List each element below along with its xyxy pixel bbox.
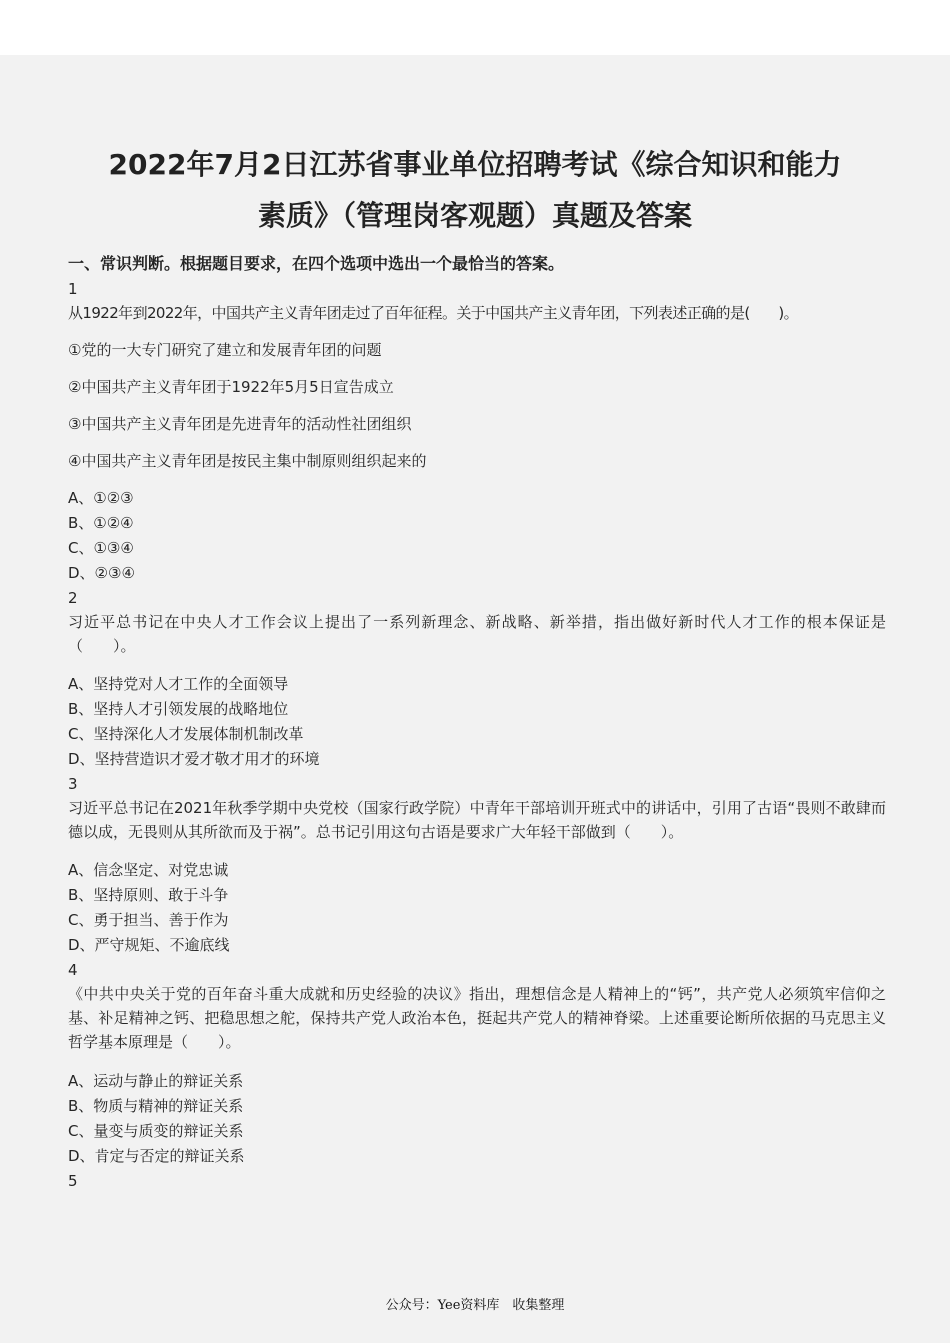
page-footer: 公众号：Yee资料库 收集整理 — [385, 1298, 565, 1313]
answer-option: A、信念坚定、对党忠诚 — [68, 861, 229, 879]
question-statement: ②中国共产主义青年团于1922年5月5日宣告成立 — [68, 378, 394, 396]
question-stem: 习近平总书记在中央人才工作会议上提出了一系列新理念、新战略、新举措，指出做好新时代人才工作的根本保证是（ ）。 — [68, 613, 886, 655]
question-stem: 从1922年到2022年，中国共产主义青年团走过了百年征程。关于中国共产主义青年团，下列表述正确的是( )。 — [68, 304, 799, 322]
question-number: 3 — [68, 775, 78, 793]
question-statement: ①党的一大专门研究了建立和发展青年团的问题 — [68, 341, 382, 359]
answer-option: B、坚持人才引领发展的战略地位 — [68, 700, 289, 718]
question-number: 1 — [68, 280, 78, 298]
question-statement: ③中国共产主义青年团是先进青年的活动性社团组织 — [68, 415, 412, 433]
answer-option: C、勇于担当、善于作为 — [68, 911, 229, 929]
answer-option: C、①③④ — [68, 539, 134, 557]
document-title-line-2: 素质》（管理岗客观题）真题及答案 — [257, 199, 692, 232]
answer-option: B、①②④ — [68, 514, 134, 532]
answer-option: B、物质与精神的辩证关系 — [68, 1097, 244, 1115]
document-title-line-1: 2022年7月2日江苏省事业单位招聘考试《综合知识和能力 — [108, 148, 842, 181]
question-statement: ④中国共产主义青年团是按民主集中制原则组织起来的 — [68, 452, 427, 470]
answer-option: C、坚持深化人才发展体制机制改革 — [68, 725, 304, 743]
section-heading: 一、常识判断。根据题目要求，在四个选项中选出一个最恰当的答案。 — [68, 254, 565, 273]
page-top-margin — [0, 0, 950, 55]
answer-option: C、量变与质变的辩证关系 — [68, 1122, 244, 1140]
question-stem: 《中共中央关于党的百年奋斗重大成就和历史经验的决议》指出，理想信念是人精神上的“钙”，共产党人必须筑牢信仰之基、补足精神之钙、把稳思想之舵，保持共产党人政治本色，挺起共产党人的精神脊梁。上述重要论断所依据的马克思主义哲学基本原理是（ ）。 — [68, 985, 886, 1051]
question-stem: 习近平总书记在2021年秋季学期中央党校（国家行政学院）中青年干部培训开班式中的讲话中，引用了古语“畏则不敢肆而德以成，无畏则从其所欲而及于祸”。总书记引用这句古语是要求广大年轻干部做到（ ）。 — [68, 799, 886, 841]
question-number: 4 — [68, 961, 78, 979]
answer-option: D、严守规矩、不逾底线 — [68, 936, 230, 954]
answer-option: D、坚持营造识才爱才敬才用才的环境 — [68, 750, 320, 768]
answer-option: A、运动与静止的辩证关系 — [68, 1072, 244, 1090]
answer-option: A、坚持党对人才工作的全面领导 — [68, 675, 289, 693]
question-number: 2 — [68, 589, 78, 607]
answer-option: D、肯定与否定的辩证关系 — [68, 1147, 245, 1165]
answer-option: B、坚持原则、敢于斗争 — [68, 886, 229, 904]
answer-option: A、①②③ — [68, 489, 134, 507]
question-number: 5 — [68, 1172, 78, 1190]
answer-option: D、②③④ — [68, 564, 135, 582]
